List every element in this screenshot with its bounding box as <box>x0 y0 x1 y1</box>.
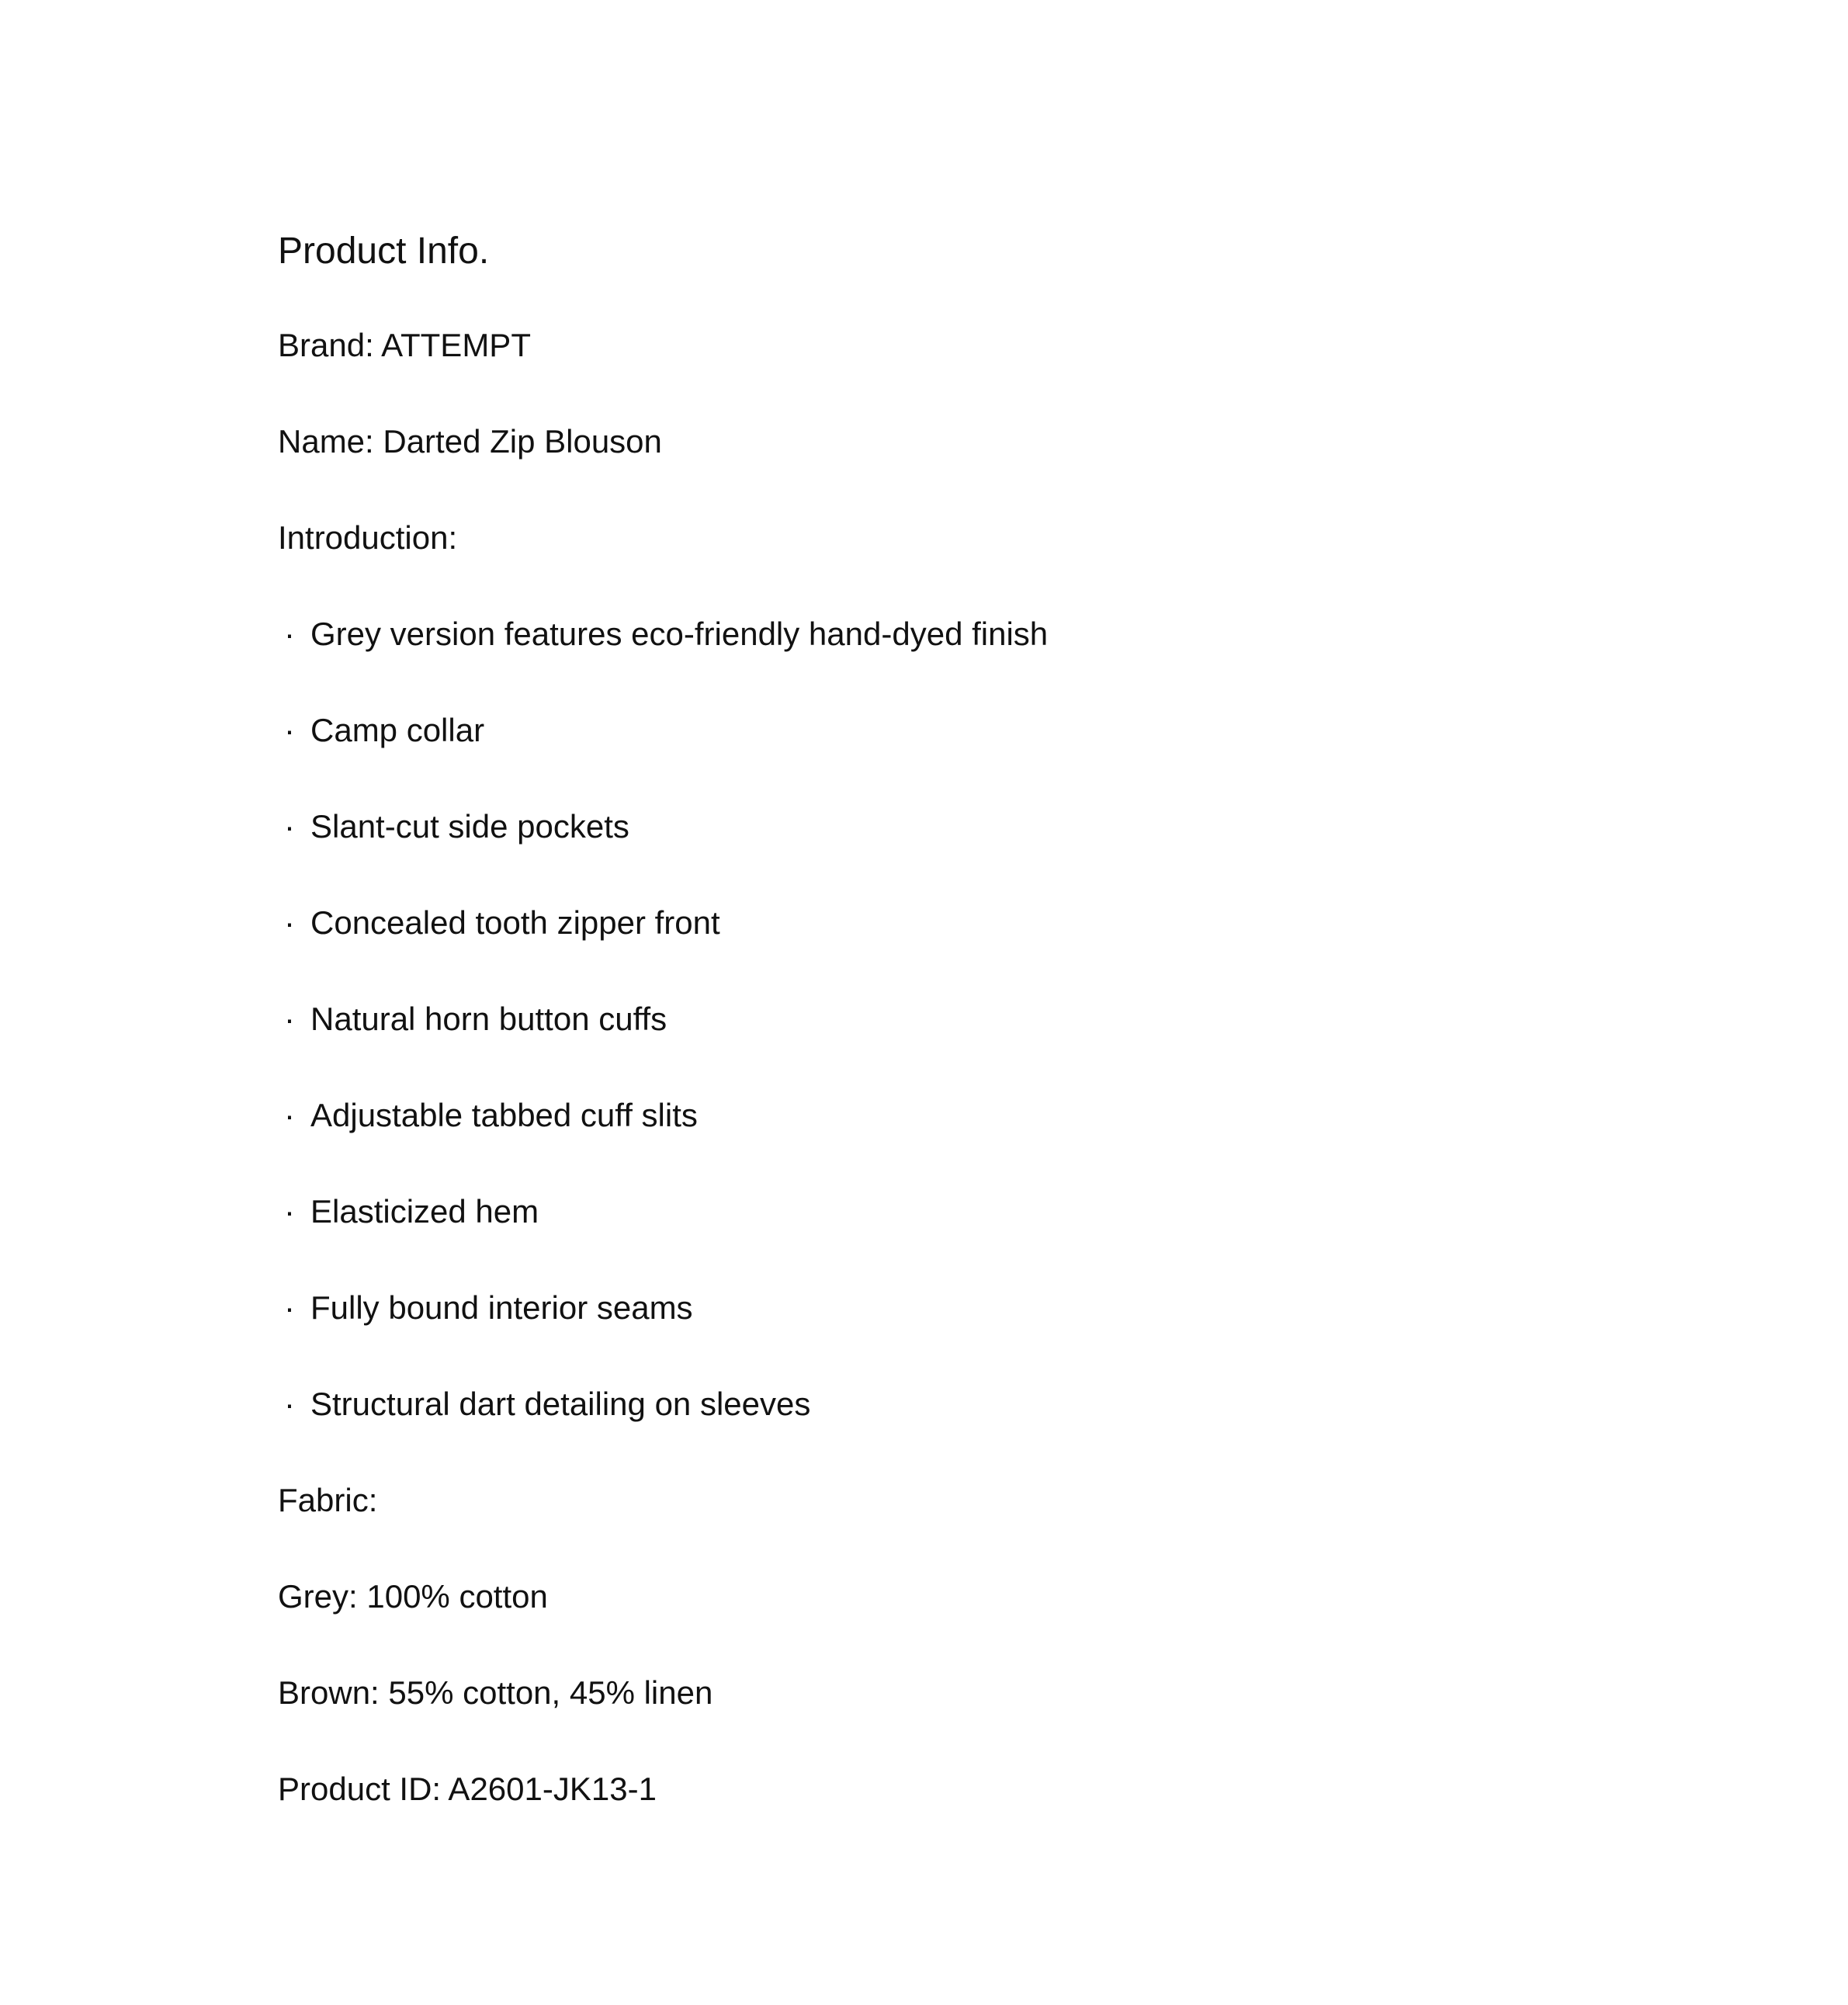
feature-text: Slant-cut side pockets <box>310 808 629 845</box>
list-item <box>278 1003 1753 1099</box>
feature-text: Grey version features eco-friendly hand-dyed finish <box>310 616 1049 652</box>
bullet-icon: · <box>284 1097 295 1133</box>
feature-list <box>278 618 1753 1484</box>
feature-text: Concealed tooth zipper front <box>310 904 720 941</box>
bullet-icon: · <box>284 1386 295 1422</box>
feature-text: Camp collar <box>310 712 485 748</box>
feature-text: Natural horn button cuffs <box>310 1001 667 1037</box>
list-item <box>278 810 1753 907</box>
feature-text: Structural dart detailing on sleeves <box>310 1386 811 1422</box>
feature-text: Adjustable tabbed cuff slits <box>310 1097 698 1133</box>
brand-line: Brand: ATTEMPT <box>278 327 531 363</box>
fabric-brown-line: Brown: 55% cotton, 45% linen <box>278 1674 713 1711</box>
page-title: Product Info. <box>278 231 490 272</box>
fabric-label: Fabric: <box>278 1482 378 1518</box>
product-info-document <box>278 233 1753 1869</box>
bullet-icon: · <box>284 904 295 941</box>
list-item <box>278 1195 1753 1292</box>
bullet-icon: · <box>284 712 295 748</box>
list-item <box>278 904 1753 1003</box>
list-item <box>278 714 1753 810</box>
bullet-icon: · <box>284 1001 295 1037</box>
name-line: Name: Darted Zip Blouson <box>278 423 662 460</box>
list-item <box>278 1289 1753 1388</box>
product-id-line: Product ID: A2601-JK13-1 <box>278 1771 657 1807</box>
list-item <box>278 1388 1753 1484</box>
bullet-icon: · <box>284 616 295 652</box>
bullet-icon: · <box>284 1289 295 1326</box>
feature-text: Elasticized hem <box>310 1193 539 1230</box>
feature-text: Fully bound interior seams <box>310 1289 693 1326</box>
fabric-grey-line: Grey: 100% cotton <box>278 1578 548 1615</box>
list-item <box>278 1099 1753 1195</box>
bullet-icon: · <box>284 808 295 845</box>
introduction-label: Introduction: <box>278 519 458 556</box>
bullet-icon: · <box>284 1193 295 1230</box>
list-item <box>278 618 1753 714</box>
